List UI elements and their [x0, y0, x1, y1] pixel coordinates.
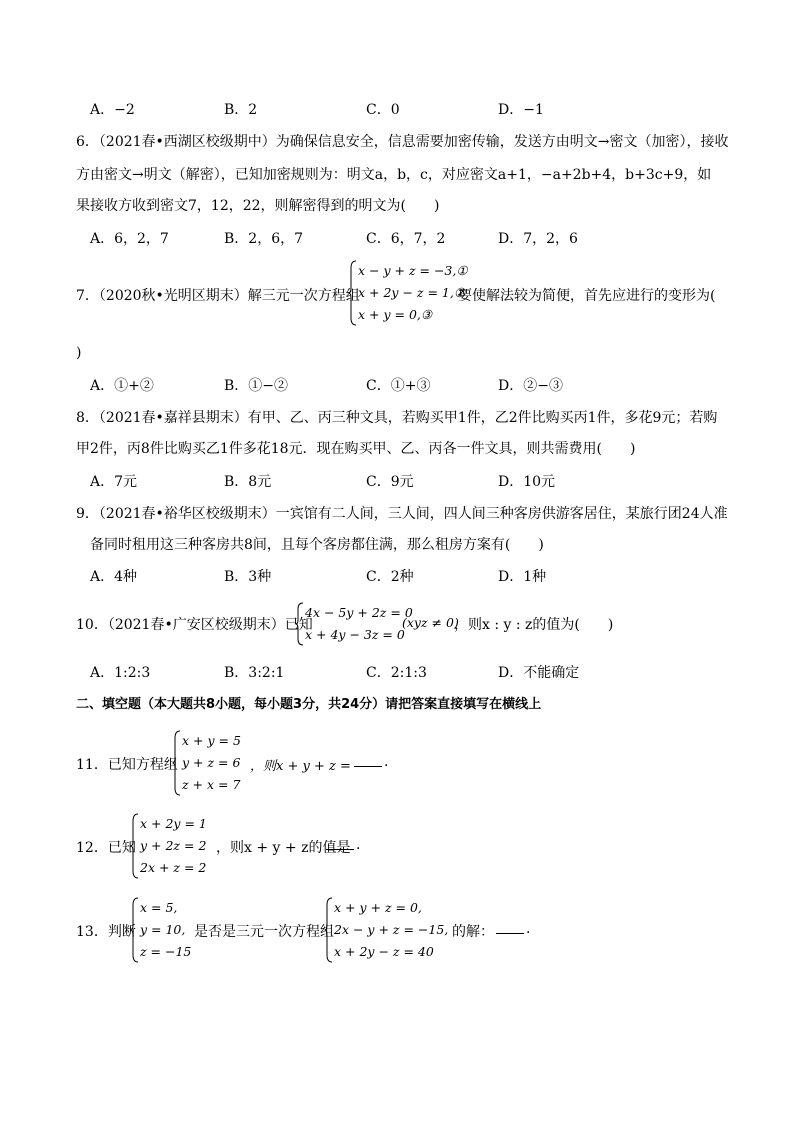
- q9-line1: 9．（2021春•裕华区校级期末）一宾馆有二人间，三人间，四人间三种客房供游客居住，某旅行团24人准: [76, 506, 728, 522]
- q10-option-b[interactable]: B．3:2:1: [224, 665, 285, 681]
- q13-eq2: 2x − y + z = −15,: [334, 922, 449, 937]
- q8-option-a[interactable]: A．7元: [90, 474, 138, 490]
- q12-answer-blank[interactable]: [326, 837, 354, 854]
- q12-eq1: x + 2y = 1: [140, 816, 207, 831]
- q13-sol3: z = −15: [140, 944, 192, 959]
- q11-end: .: [384, 754, 389, 770]
- q9-option-c[interactable]: C．2种: [366, 569, 414, 585]
- q10-option-a[interactable]: A．1:2:3: [90, 665, 151, 681]
- q5-option-d[interactable]: D．−1: [498, 102, 544, 118]
- q13-answer-blank[interactable]: [496, 921, 524, 938]
- q6-line1: 6．（2021春•西湖区校级期中）为确保信息安全，信息需要加密传输，发送方由明文→密文（加密），接收: [76, 134, 729, 150]
- q8-line2: 甲2件，丙8件比购买乙1件多花18元．现在购买甲、乙、丙各一件文具，则共需费用( ): [76, 441, 636, 457]
- q7-prefix: 7．（2020秋•光明区期末）解三元一次方程组: [76, 288, 360, 304]
- q6-option-d[interactable]: D．7，2，6: [498, 231, 578, 247]
- q9-option-b[interactable]: B．3种: [224, 569, 272, 585]
- section-heading: 二、填空题（本大题共8小题，每小题3分，共24分）请把答案直接填写在横线上: [76, 697, 542, 712]
- q12-suffix: ，则x + y + z的值是: [216, 840, 351, 856]
- q6-option-c[interactable]: C．6，7，2: [366, 231, 446, 247]
- brace-icon: [130, 813, 139, 879]
- q10-prefix: 10．（2021春•广安区校级期末）已知: [76, 617, 313, 633]
- q13-solution-system: [130, 897, 191, 963]
- brace-icon: [324, 897, 333, 963]
- q11-eq1: x + y = 5: [182, 733, 241, 748]
- q13-suffix: 的解：: [452, 924, 494, 940]
- brace-icon: [130, 897, 139, 963]
- q7-suffix: 要使解法较为简便，首先应进行的变形为(: [458, 288, 716, 304]
- q13-eq1: x + y + z = 0,: [334, 900, 422, 915]
- q5-option-b[interactable]: B．2: [224, 102, 258, 118]
- q7-close: ): [76, 345, 82, 361]
- q7-option-d[interactable]: D．②−③: [498, 378, 563, 394]
- q13-sol2: y = 10,: [140, 922, 186, 937]
- q7-equation-system: [348, 260, 468, 326]
- q11-answer-blank[interactable]: [354, 754, 382, 771]
- brace-icon: [172, 730, 181, 796]
- q10-suffix: ，则x : y : z的值为( ): [454, 617, 614, 633]
- q8-option-b[interactable]: B．8元: [224, 474, 272, 490]
- q7-option-c[interactable]: C．①+③: [366, 378, 431, 394]
- q7-option-a[interactable]: A．①+②: [90, 378, 154, 394]
- q7-eq2: x + 2y − z = 1,②: [358, 285, 466, 300]
- q6-option-b[interactable]: B．2，6，7: [224, 231, 304, 247]
- q11-eq3: z + x = 7: [182, 777, 241, 792]
- q13-equation-system: [324, 897, 448, 963]
- q13-prefix: 13．判断: [76, 924, 136, 940]
- q13-eq3: x + 2y − z = 40: [334, 944, 434, 959]
- q12-eq3: 2x + z = 2: [140, 860, 207, 875]
- q5-option-c[interactable]: C．0: [366, 102, 400, 118]
- q8-line1: 8．（2021春•嘉祥县期末）有甲、乙、丙三种文具，若购买甲1件，乙2件比购买丙1件，多花9元；若购: [76, 410, 718, 426]
- q11-equation-system: [172, 730, 241, 796]
- q7-eq1: x − y + z = −3,①: [358, 263, 468, 278]
- q8-option-d[interactable]: D．10元: [498, 474, 556, 490]
- brace-icon: [348, 260, 357, 326]
- q6-line3: 果接收方收到密文7，12，22，则解密得到的明文为( ): [76, 198, 440, 214]
- q7-option-b[interactable]: B．①−②: [224, 378, 289, 394]
- brace-icon: [295, 602, 304, 646]
- q9-option-a[interactable]: A．4种: [90, 569, 138, 585]
- q10-option-d[interactable]: D．不能确定: [498, 665, 580, 681]
- q10-option-c[interactable]: C．2:1:3: [366, 665, 427, 681]
- q12-prefix: 12．已知: [76, 840, 136, 856]
- q10-eq1: 4x − 5y + 2z = 0: [305, 605, 413, 620]
- q5-option-a[interactable]: A．−2: [90, 102, 135, 118]
- q11-prefix: 11．已知方程组: [76, 757, 178, 773]
- q9-line2: 备同时租用这三种客房共8间，且每个客房都住满，那么租房方案有( ): [90, 537, 544, 553]
- q10-condition: (xyz ≠ 0): [402, 615, 459, 630]
- q6-option-a[interactable]: A．6，2，7: [90, 231, 169, 247]
- q13-mid: 是否是三元一次方程组: [194, 924, 334, 940]
- q10-eq2: x + 4y − 3z = 0: [305, 627, 405, 642]
- q8-option-c[interactable]: C．9元: [366, 474, 414, 490]
- q6-line2: 方由密文→明文（解密），已知加密规则为：明文a，b，c，对应密文a+1，−a+2b+4，b+3c+9，如: [76, 167, 712, 183]
- q12-end: .: [356, 837, 361, 853]
- q13-end: .: [526, 921, 531, 937]
- q11-suffix: ，则x + y + z =: [250, 759, 351, 774]
- q9-option-d[interactable]: D．1种: [498, 569, 547, 585]
- q7-eq3: x + y = 0,③: [358, 307, 433, 322]
- q13-sol1: x = 5,: [140, 900, 178, 915]
- q12-eq2: y + 2z = 2: [140, 838, 207, 853]
- q10-equation-system: [295, 602, 413, 646]
- q12-equation-system: [130, 813, 207, 879]
- q11-eq2: y + z = 6: [182, 755, 241, 770]
